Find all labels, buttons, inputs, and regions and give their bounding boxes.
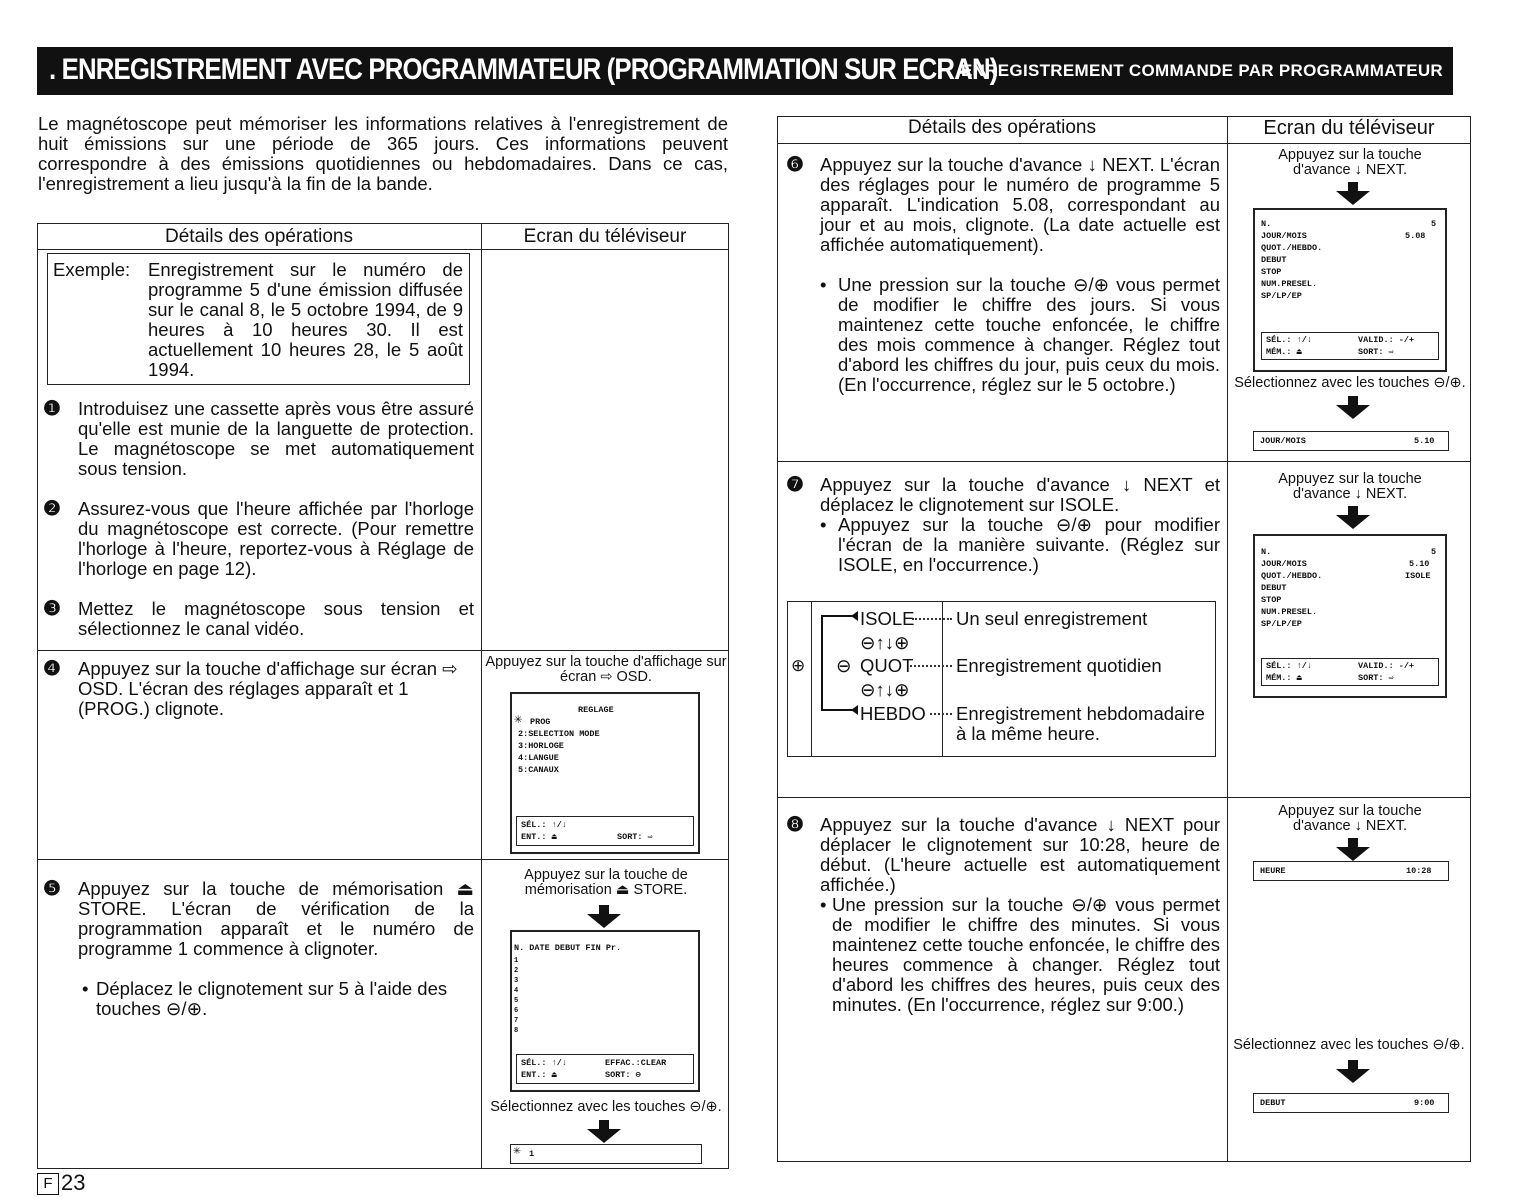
page-footer xyxy=(37,1170,85,1196)
step-8-number: ❽ xyxy=(786,814,804,836)
mode-isole: ISOLE xyxy=(860,608,915,629)
leader-dots xyxy=(910,665,952,667)
step-2-number: ❷ xyxy=(43,498,61,520)
mode-hebdo-desc: Enregistrement hebdomadaire à la même heure. xyxy=(956,703,1205,744)
step-3-text: Mettez le magnétoscope sous tension et sélectionnez le canal vidéo. xyxy=(78,598,474,639)
tv-bar-program: ✳ 1 xyxy=(510,1144,702,1164)
step-6-bullet-mark: • xyxy=(820,274,827,295)
mode-cycle-2: ⊖↑↓⊕ xyxy=(860,679,910,700)
step-5-bullet-mark: • xyxy=(82,978,89,999)
tv-bar-debut: DEBUT 9:00 xyxy=(1253,1093,1449,1113)
example-label: Exemple: xyxy=(53,259,131,280)
step-6-text: Appuyez sur la touche d'avance ↓ NEXT. L'écran des réglages pour le numéro de programme 5 apparaît. L'indication 5.08, correspondant au jour et au mois, clignote. (La date actuelle est affichée automatiquement). xyxy=(820,154,1220,255)
page-banner xyxy=(37,47,1453,95)
right-header-screen: Ecran du téléviseur xyxy=(1263,117,1435,139)
step-8-caption: Appuyez sur la touche d'avance ↓ NEXT. xyxy=(1278,803,1422,834)
step-6-caption: Appuyez sur la touche d'avance ↓ NEXT. xyxy=(1278,147,1422,178)
example-text: Enregistrement sur le numéro de programme 5 d'une émission diffusée sur le canal 8, le 5 octobre 1994, de 9 heures à 10 heures 30. Il est actuellement 10 heures 28, le 5 août 1994. xyxy=(148,259,463,380)
step-5-caption: Appuyez sur la touche de mémorisation ⏏ STORE. xyxy=(524,867,688,898)
page-title: . ENREGISTREMENT AVEC PROGRAMMATEUR (PROGRAMMATION SUR ECRAN) xyxy=(49,53,998,86)
mode-hebdo: HEBDO xyxy=(860,703,926,724)
step-8-bullet-mark: • xyxy=(820,894,827,915)
mode-isole-desc: Un seul enregistrement xyxy=(956,608,1148,629)
tv-screen-prog-6: N. 5 JOUR/MOIS 5.08 QUOT./HEBDO. DEBUT STOP NUM.PRESEL. SP/LP/EP SÉL.: ↑/↓ VALID.: -/+ MÉM.: ⏏ SORT: ⇨ xyxy=(1253,208,1447,372)
step-3-number: ❸ xyxy=(43,598,61,620)
tv-screen-prog-7: N. 5 JOUR/MOIS 5.10 QUOT./HEBDO. ISOLE DEBUT STOP NUM.PRESEL. SP/LP/EP SÉL.: ↑/↓ VALID.: -/+ MÉM.: ⏏ SORT: ⇨ xyxy=(1253,534,1447,698)
step-7-text: Appuyez sur la touche d'avance ↓ NEXT et déplacez le clignotement sur ISOLE. xyxy=(820,474,1220,515)
step-1-number: ❶ xyxy=(43,398,61,420)
step-4-caption: Appuyez sur la touche d'affichage sur écran ⇨ OSD. xyxy=(485,654,727,685)
step-8-select-caption: Sélectionnez avec les touches ⊖/⊕. xyxy=(1233,1037,1465,1053)
step-7-number: ❼ xyxy=(786,474,804,496)
minus-icon: ⊖ xyxy=(836,655,852,676)
step-6-number: ❻ xyxy=(786,154,804,176)
step-8-text: Appuyez sur la touche d'avance ↓ NEXT pour déplacer le clignotement sur 10:28, heure de début. (L'heure actuelle est automatiquement affichée.) xyxy=(820,814,1220,895)
leader-dots xyxy=(930,713,952,715)
blink-icon: ✳ xyxy=(513,1143,521,1158)
step-5-number: ❺ xyxy=(43,878,61,900)
step-2-text: Assurez-vous que l'heure affichée par l'horloge du magnétoscope est correcte. (Pour remettre l'horloge à l'heure, reportez-vous à Réglage de l'horloge en page 12). xyxy=(78,498,474,579)
step-4-text: Appuyez sur la touche d'affichage sur écran ⇨ OSD. L'écran des réglages apparaît et 1 (PROG.) clignote. xyxy=(78,658,458,719)
step-5-text: Appuyez sur la touche de mémorisation ⏏ STORE. L'écran de vérification de la programmation apparaît et le numéro de programme 1 commence à clignoter. xyxy=(78,878,474,959)
blink-icon: ✳ xyxy=(514,712,523,728)
step-6-bullet: Une pression sur la touche ⊖/⊕ vous permet de modifier le chiffre des jours. Si vous maintenez cette touche enfoncée, le chiffre des mois commence à changer. Réglez tout d'abord les chiffres du jour, puis ceux du mois. (En l'occurrence, réglez sur le 5 octobre.) xyxy=(838,274,1220,395)
step-7-bullet: Appuyez sur la touche ⊖/⊕ pour modifier l'écran de la manière suivante. (Réglez sur ISOLE, en l'occurrence.) xyxy=(838,514,1220,575)
section-subtitle: ENREGISTREMENT COMMANDE PAR PROGRAMMATEUR xyxy=(961,61,1443,80)
step-4-number: ❹ xyxy=(43,658,61,680)
leader-dots xyxy=(912,618,952,620)
tv-screen-verification: N. DATE DEBUT FIN Pr. 1 2 3 4 5 6 7 8 SÉL.: ↑/↓ EFFAC.:CLEAR ENT.: ⏏ SORT: ⊖ xyxy=(510,930,700,1092)
step-8-bullet: Une pression sur la touche ⊖/⊕ vous permet de modifier le chiffre des minutes. Si vous maintenez cette touche enfoncée, le chiffre des heures commence à changer. Réglez tout d'abord les chiffres des heures, puis ceux des minutes. (En l'occurrence, réglez sur 9:00.) xyxy=(832,894,1220,1015)
language-badge: F xyxy=(37,1173,59,1195)
step-5-select-caption: Sélectionnez avec les touches ⊖/⊕. xyxy=(490,1099,722,1115)
step-6-select-caption: Sélectionnez avec les touches ⊖/⊕. xyxy=(1234,375,1466,391)
page-number: 23 xyxy=(61,1170,86,1195)
mode-quot-desc: Enregistrement quotidien xyxy=(956,655,1162,676)
mode-quot: QUOT xyxy=(860,655,914,676)
left-header-details: Détails des opérations xyxy=(165,226,353,247)
step-5-bullet: Déplacez le clignotement sur 5 à l'aide des touches ⊖/⊕. xyxy=(96,978,448,1019)
step-7-caption: Appuyez sur la touche d'avance ↓ NEXT. xyxy=(1278,471,1422,502)
plus-icon: ⊕ xyxy=(791,656,806,675)
tv-screen-reglage: REGLAGE ✳ PROG 2:SELECTION MODE 3:HORLOGE 4:LANGUE 5:CANAUX SÉL.: ↑/↓ ENT.: ⏏ SORT: ⇨ xyxy=(510,692,700,854)
tv-bar-heure: HEURE 10:28 xyxy=(1253,861,1449,881)
tv-bar-jour-mois: JOUR/MOIS 5.10 xyxy=(1253,431,1449,451)
step-1-text: Introduisez une cassette après vous être assuré qu'elle est munie de la languette de protection. Le magnétoscope se met automatiquement sous tension. xyxy=(78,398,474,479)
intro-paragraph: Le magnétoscope peut mémoriser les informations relatives à l'enregistrement de huit émissions sur une période de 365 jours. Ces informations peuvent correspondre à des émissions quotidiennes ou hebdomadaires. Dans ce cas, l'enregistrement a lieu jusqu'à la fin de la bande. xyxy=(38,113,728,194)
right-header-details: Détails des opérations xyxy=(908,117,1096,138)
left-header-screen: Ecran du téléviseur xyxy=(523,226,687,247)
mode-cycle-1: ⊖↑↓⊕ xyxy=(860,632,910,653)
step-7-bullet-mark: • xyxy=(820,514,827,535)
